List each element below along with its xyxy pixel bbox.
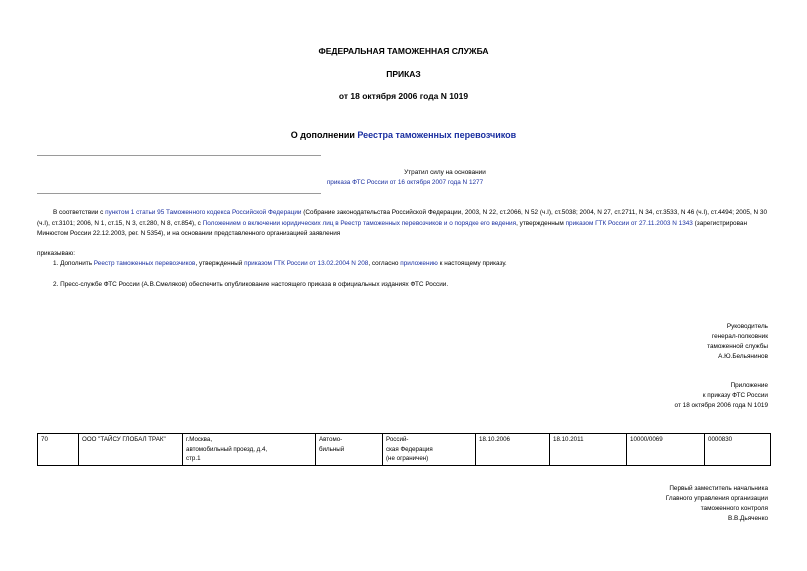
appendix-line: от 18 октября 2006 года N 1019 bbox=[674, 402, 768, 409]
document-type: ПРИКАЗ bbox=[386, 69, 421, 79]
preamble-text-1: В соответствии с bbox=[53, 209, 106, 216]
preamble-paragraph bbox=[37, 208, 771, 240]
signature2-line: В.В.Дьяченко bbox=[727, 515, 768, 522]
title-prefix: О дополнении bbox=[290, 130, 358, 140]
address-line: стр.1 bbox=[186, 455, 201, 462]
item1-text-3: , согласно bbox=[368, 260, 401, 267]
cell-date-from: 18.10.2006 bbox=[476, 434, 550, 466]
address-line: г.Москва, bbox=[186, 436, 213, 443]
signature-block-1 bbox=[707, 322, 768, 362]
item1-text-4: к настоящему приказу. bbox=[437, 260, 507, 267]
table-row bbox=[38, 434, 771, 466]
signature-block-2 bbox=[666, 484, 768, 524]
document-title bbox=[0, 130, 807, 140]
status-link-wrap bbox=[250, 178, 560, 188]
address-line: автомобильный проезд, д.4, bbox=[186, 445, 268, 453]
territory-line: (не ограничен) bbox=[386, 455, 429, 462]
appendix-link[interactable]: приложению bbox=[400, 260, 438, 267]
regulation-link[interactable]: Положением о включении юридических лиц в Реестр таможенных перевозчиков и о порядке его ведения bbox=[202, 219, 517, 227]
bottom-rule bbox=[37, 193, 321, 194]
cell-territory bbox=[383, 434, 476, 466]
appendix-line: Приложение bbox=[730, 382, 768, 389]
item-2: 2. Пресс-службе ФТС России (А.В.Смеляков) обеспечить опубликование настоящего приказа в официальных изданиях ФТС России. bbox=[53, 281, 449, 288]
agency-name: ФЕДЕРАЛЬНАЯ ТАМОЖЕННАЯ СЛУЖБА bbox=[318, 46, 489, 56]
transport-line: Автомо- bbox=[319, 436, 343, 443]
territory-line: ская Федерация bbox=[386, 445, 433, 453]
top-rule bbox=[37, 155, 321, 156]
registry-link[interactable]: Реестр таможенных перевозчиков bbox=[93, 260, 196, 267]
signature2-line: Главного управления организации bbox=[665, 495, 768, 502]
cell-number: 70 bbox=[38, 434, 79, 466]
signature1-line: генерал-полковник bbox=[711, 333, 768, 340]
territory-line: Россий- bbox=[386, 436, 409, 443]
appendix-line: к приказу ФТС России bbox=[702, 392, 768, 399]
cell-address bbox=[183, 434, 316, 466]
signature1-line: таможенной службы bbox=[707, 343, 768, 350]
signature1-line: Руководитель bbox=[726, 323, 768, 330]
preamble-text-3: , утвержденным bbox=[516, 219, 566, 227]
gtk-order-208-link[interactable]: приказом ГТК России от 13.02.2004 N 208 bbox=[244, 260, 369, 267]
signature2-line: таможенного контроля bbox=[700, 505, 768, 512]
order-word: приказываю: bbox=[37, 250, 75, 257]
customs-code-link[interactable]: пунктом 1 статьи 95 Таможенного кодекса Российской Федерации bbox=[105, 209, 302, 216]
cell-transport bbox=[316, 434, 383, 466]
cell-cert-number: 0000830 bbox=[705, 434, 771, 466]
cell-reg-number: 10000/0069 bbox=[627, 434, 705, 466]
appendix-header bbox=[675, 381, 768, 411]
document-date-number: от 18 октября 2006 года N 1019 bbox=[338, 91, 469, 101]
gtk-order-1343-link[interactable]: приказом ГТК России от 27.11.2003 N 1343 bbox=[565, 219, 693, 227]
signature2-line: Первый заместитель начальника bbox=[669, 485, 768, 492]
item1-text-2: , утвержденный bbox=[195, 260, 245, 267]
signature1-line: А.Ю.Бельянинов bbox=[718, 353, 768, 360]
status-line: Утратил силу на основании bbox=[404, 169, 486, 176]
transport-line: бильный bbox=[319, 445, 345, 453]
cell-name: ООО "ТАЙСУ ГЛОБАЛ ТРАК" bbox=[79, 434, 183, 466]
repeal-order-link[interactable]: приказа ФТС России от 16 октября 2007 года N 1277 bbox=[326, 179, 484, 186]
preamble-text-2: (Собрание законодательства Российской Федерации, 2003, N 22, ст.2066, N 52 (ч.I), ст.5038; 2004, N 27, ст.2711, N 34, ст.3533, N 46 (ч.I), ст.4494; 2005, N 30 (ч.I), ст.3101; 2006, N 1, ст.15, N 3, ст.280, N 8, ст.854), с bbox=[37, 209, 768, 227]
registry-title-link[interactable]: Реестра таможенных перевозчиков bbox=[357, 130, 517, 140]
preamble-text-4: (зарегистрирован Минюстом России 22.12.2003, рег. N 5354), и на основании представленного организацией заявления bbox=[37, 219, 748, 237]
cell-date-to: 18.10.2011 bbox=[550, 434, 627, 466]
registry-table bbox=[37, 433, 771, 466]
item-1 bbox=[53, 259, 771, 270]
item1-text-1: 1. Дополнить bbox=[53, 260, 94, 267]
